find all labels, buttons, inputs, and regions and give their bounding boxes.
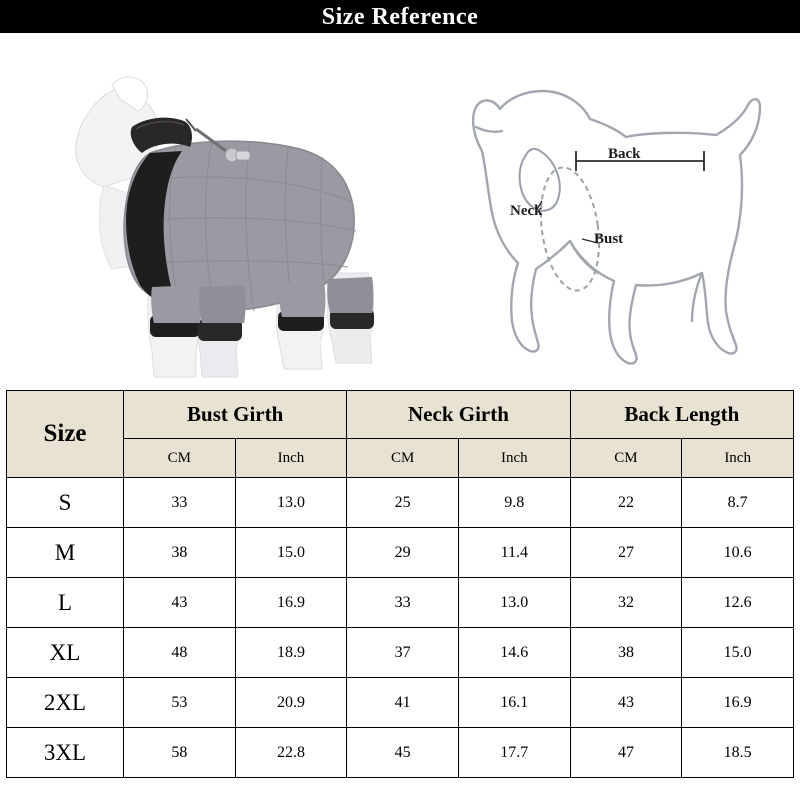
- size-table: [6, 390, 794, 778]
- cell-bust-inch: 13.0: [235, 478, 347, 528]
- illustration-row: [0, 33, 800, 390]
- header-back-length: Back Length: [570, 391, 793, 439]
- bust-label: Bust: [594, 231, 624, 247]
- cell-bust-inch: 20.9: [235, 678, 347, 728]
- cell-back-inch: 10.6: [682, 528, 794, 578]
- cell-back-inch: 8.7: [682, 478, 794, 528]
- header-neck-girth: Neck Girth: [347, 391, 570, 439]
- cell-back-inch: 15.0: [682, 628, 794, 678]
- header-back-cm: CM: [570, 439, 682, 478]
- product-photo: [0, 33, 440, 390]
- cell-back-cm: 47: [570, 728, 682, 778]
- cell-neck-cm: 25: [347, 478, 459, 528]
- cell-bust-cm: 33: [124, 478, 236, 528]
- header-neck-inch: Inch: [458, 439, 570, 478]
- page-title: Size Reference: [321, 3, 479, 30]
- cell-back-cm: 32: [570, 578, 682, 628]
- cell-neck-cm: 41: [347, 678, 459, 728]
- cell-bust-inch: 15.0: [235, 528, 347, 578]
- cell-back-inch: 18.5: [682, 728, 794, 778]
- size-table-container: [6, 390, 794, 778]
- header-back-inch: Inch: [682, 439, 794, 478]
- dog-outline-graphic: [430, 33, 800, 390]
- neck-measure-line: [520, 149, 560, 211]
- header-neck-cm: CM: [347, 439, 459, 478]
- cell-bust-cm: 53: [124, 678, 236, 728]
- cell-back-cm: 22: [570, 478, 682, 528]
- cell-size: L: [7, 578, 124, 628]
- cell-neck-cm: 37: [347, 628, 459, 678]
- cell-neck-cm: 33: [347, 578, 459, 628]
- cell-bust-inch: 22.8: [235, 728, 347, 778]
- table-row: [7, 478, 794, 528]
- header-bust-cm: CM: [124, 439, 236, 478]
- header-bust-girth: Bust Girth: [124, 391, 347, 439]
- cell-bust-cm: 48: [124, 628, 236, 678]
- cell-neck-inch: 14.6: [458, 628, 570, 678]
- table-row: [7, 628, 794, 678]
- cell-bust-cm: 43: [124, 578, 236, 628]
- table-row: [7, 528, 794, 578]
- neck-label: Neck: [510, 203, 543, 219]
- cell-neck-inch: 11.4: [458, 528, 570, 578]
- table-row: [7, 578, 794, 628]
- cell-size: XL: [7, 628, 124, 678]
- cell-back-cm: 43: [570, 678, 682, 728]
- cell-size: 2XL: [7, 678, 124, 728]
- cell-bust-cm: 58: [124, 728, 236, 778]
- table-row: [7, 678, 794, 728]
- bust-measure-line: [534, 164, 607, 295]
- table-header-group-row: [7, 391, 794, 439]
- dog-coat-photo-graphic: [0, 33, 440, 390]
- table-header-unit-row: [7, 439, 794, 478]
- cell-size: M: [7, 528, 124, 578]
- table-row: [7, 728, 794, 778]
- cell-back-inch: 12.6: [682, 578, 794, 628]
- cell-back-cm: 38: [570, 628, 682, 678]
- cell-bust-inch: 18.9: [235, 628, 347, 678]
- cell-neck-cm: 29: [347, 528, 459, 578]
- cell-neck-inch: 17.7: [458, 728, 570, 778]
- cell-size: S: [7, 478, 124, 528]
- cell-back-inch: 16.9: [682, 678, 794, 728]
- cell-neck-cm: 45: [347, 728, 459, 778]
- cell-neck-inch: 13.0: [458, 578, 570, 628]
- measurement-diagram: [430, 33, 800, 390]
- cell-neck-inch: 16.1: [458, 678, 570, 728]
- page-header: [0, 0, 800, 33]
- cell-back-cm: 27: [570, 528, 682, 578]
- header-bust-inch: Inch: [235, 439, 347, 478]
- header-size: Size: [7, 391, 124, 478]
- cell-bust-inch: 16.9: [235, 578, 347, 628]
- cell-neck-inch: 9.8: [458, 478, 570, 528]
- cell-size: 3XL: [7, 728, 124, 778]
- back-label: Back: [608, 146, 641, 162]
- cell-bust-cm: 38: [124, 528, 236, 578]
